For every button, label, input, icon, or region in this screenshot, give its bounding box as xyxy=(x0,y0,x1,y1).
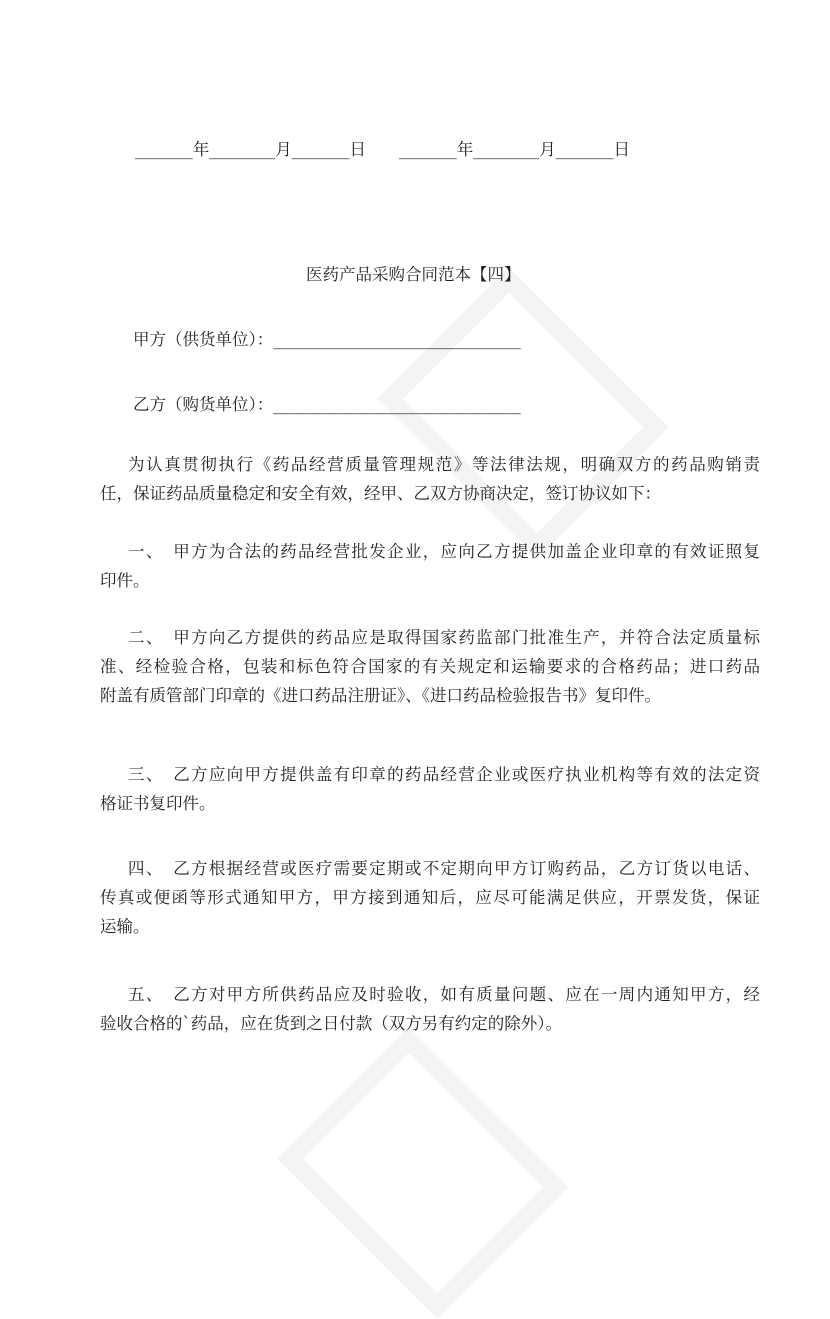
paragraph-line: 印件。 xyxy=(100,571,150,590)
signature-date-line: _______年________月_______日 _______年________月_______日 xyxy=(135,140,630,159)
paragraph-line: 运输。 xyxy=(100,917,150,936)
paragraph-line: 五、 乙方对甲方所供药品应及时验收，如有质量问题、应在一周内通知甲方，经 xyxy=(128,985,760,1004)
paragraph-line: 验收合格的`药品，应在货到之日付款（双方另有约定的除外）。 xyxy=(100,1014,562,1033)
party-b-field: 乙方（购货单位）：______________________________ xyxy=(133,395,521,414)
document-title: 医药产品采购合同范本【四】 xyxy=(306,265,521,284)
party-a-field: 甲方（供货单位）：______________________________ xyxy=(133,330,521,349)
paragraph-line: 任，保证药品质量稳定和安全有效，经甲、乙双方协商决定，签订协议如下： xyxy=(100,484,661,503)
paragraph-line: 二、 甲方向乙方提供的药品应是取得国家药监部门批准生产，并符合法定质量标 xyxy=(128,628,760,647)
paragraph-line: 一、 甲方为合法的药品经营批发企业，应向乙方提供加盖企业印章的有效证照复 xyxy=(128,542,760,561)
paragraph-line: 为认真贯彻执行《药品经营质量管理规范》等法律法规，明确双方的药品购销责 xyxy=(128,455,760,474)
paragraph-line: 格证书复印件。 xyxy=(100,794,216,813)
paragraph-line: 四、 乙方根据经营或医疗需要定期或不定期向甲方订购药品，乙方订货以电话、 xyxy=(128,859,760,878)
watermark xyxy=(277,1027,568,1318)
paragraph-line: 附盖有质管部门印章的《进口药品注册证》、《进口药品检验报告书》复印件。 xyxy=(100,686,661,705)
paragraph-line: 传真或便函等形式通知甲方，甲方接到通知后，应尽可能满足供应，开票发货，保证 xyxy=(100,888,760,907)
paragraph-line: 三、 乙方应向甲方提供盖有印章的药品经营企业或医疗执业机构等有效的法定资 xyxy=(128,765,760,784)
paragraph-line: 准、经检验合格，包装和标色符合国家的有关规定和运输要求的合格药品；进口药品 xyxy=(100,657,760,676)
